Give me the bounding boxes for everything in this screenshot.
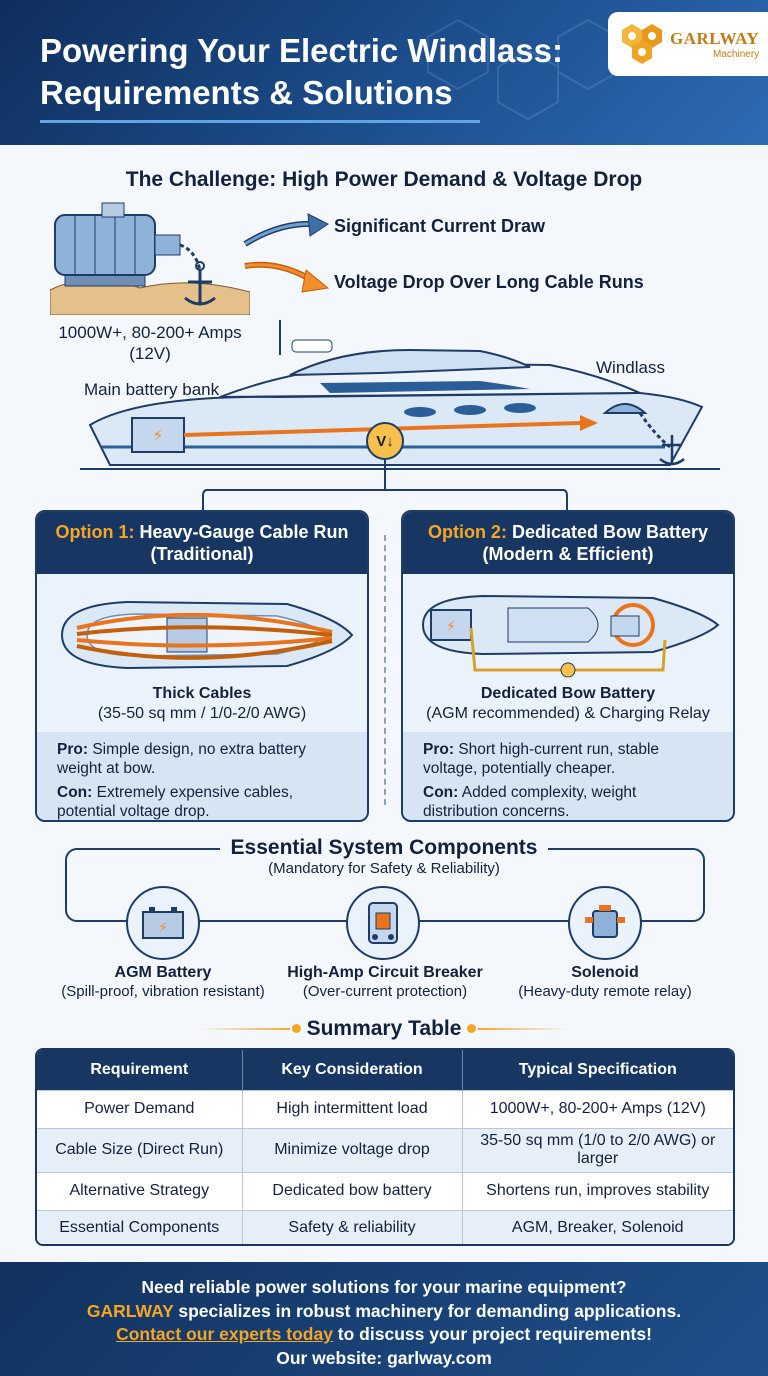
table-cell: Essential Components <box>37 1210 242 1246</box>
components-title: Essential System Components <box>230 836 538 859</box>
footer-brand: GARLWAY <box>86 1300 174 1321</box>
table-row <box>37 1128 733 1172</box>
footer-cta <box>0 1262 768 1376</box>
components-subtitle: (Mandatory for Safety & Reliability) <box>268 860 500 877</box>
option1-card <box>35 510 369 822</box>
table-cell: Safety & reliability <box>242 1210 462 1246</box>
voltage-drop-arrow-icon <box>240 258 330 298</box>
svg-text:⚡: ⚡ <box>152 426 164 445</box>
battery-label: Main battery bank <box>84 380 220 399</box>
header-banner <box>0 0 768 145</box>
table-cell: 1000W+, 80-200+ Amps (12V) <box>462 1090 733 1128</box>
footer-line3: Contact our experts today to discuss your project requirements! <box>116 1324 652 1344</box>
garlway-logo[interactable] <box>608 12 768 76</box>
svg-text:⚡: ⚡ <box>446 619 456 635</box>
table-cell: 35-50 sq mm (1/0 to 2/0 AWG) or larger <box>462 1128 733 1172</box>
logo-subtitle: Machinery <box>713 48 760 60</box>
motor-spec: 1000W+, 80-200+ Amps (12V) <box>58 323 242 363</box>
table-cell: Power Demand <box>37 1090 242 1128</box>
page-title: Powering Your Electric Windlass: Requirements & Solutions <box>40 32 563 111</box>
option2-card <box>401 510 735 822</box>
voltage-drop-badge: V↓ <box>366 422 404 460</box>
option2-caption: Dedicated Bow Battery (AGM recommended) & Charging Relay <box>426 685 710 722</box>
table-cell: Minimize voltage drop <box>242 1128 462 1172</box>
website-link[interactable]: garlway.com <box>387 1347 492 1368</box>
logo-name: GARLWAY <box>670 28 760 48</box>
component-circuit-breaker: High-Amp Circuit Breaker (Over-current protection) <box>287 964 483 1000</box>
option2-header: Option 2: Dedicated Bow Battery (Modern & Efficient) <box>403 512 733 574</box>
table-header-cell: Requirement <box>37 1050 242 1090</box>
table-cell: Alternative Strategy <box>37 1172 242 1210</box>
windlass-label: Windlass <box>596 358 665 377</box>
table-cell: Shortens run, improves stability <box>462 1172 733 1210</box>
option1-pros-cons: Pro: Simple design, no extra battery weight at bow. Con: Extremely expensive cables, potential voltage drop. <box>37 732 367 822</box>
circuit-breaker-icon <box>346 886 420 960</box>
table-cell: Cable Size (Direct Run) <box>37 1128 242 1172</box>
table-header-row <box>37 1050 733 1090</box>
title-underline <box>40 120 480 123</box>
contact-experts-link[interactable]: Contact our experts today <box>116 1324 333 1344</box>
table-cell: High intermittent load <box>242 1090 462 1128</box>
component-solenoid: Solenoid (Heavy-duty remote relay) <box>518 964 692 1000</box>
bow-battery-boat-icon <box>413 580 723 690</box>
table-cell: AGM, Breaker, Solenoid <box>462 1210 733 1246</box>
agm-battery-icon <box>126 886 200 960</box>
table-header-cell: Typical Specification <box>462 1050 733 1090</box>
svg-text:⚡: ⚡ <box>158 920 168 936</box>
option2-pros-cons: Pro: Short high-current run, stable voltage, potentially cheaper. Con: Added complexity, weight distribution concerns. <box>403 732 733 822</box>
summary-title: Summary Table <box>306 1017 462 1040</box>
current-arrow-icon <box>240 212 330 252</box>
option1-caption: Thick Cables (35-50 sq mm / 1/0-2/0 AWG) <box>97 685 307 722</box>
table-row <box>37 1090 733 1128</box>
option1-header: Option 1: Heavy-Gauge Cable Run (Traditional) <box>37 512 367 574</box>
component-agm-battery: AGM Battery (Spill-proof, vibration resistant) <box>61 964 265 1000</box>
solenoid-icon <box>568 886 642 960</box>
challenge-point-voltage: Voltage Drop Over Long Cable Runs <box>334 272 644 292</box>
footer-line1: Need reliable power solutions for your marine equipment? <box>141 1277 627 1297</box>
challenge-point-current: Significant Current Draw <box>334 216 546 236</box>
options-connector <box>195 460 575 514</box>
table-cell: Dedicated bow battery <box>242 1172 462 1210</box>
table-header-cell: Key Consideration <box>242 1050 462 1090</box>
footer-line4: Our website: garlway.com <box>276 1347 492 1368</box>
footer-line2: GARLWAY specializes in robust machinery for demanding applications. <box>86 1300 682 1321</box>
option-divider <box>384 535 386 805</box>
cable-run-boat-icon <box>47 580 357 690</box>
summary-table <box>35 1048 735 1246</box>
challenge-title: The Challenge: High Power Demand & Voltage Drop <box>125 168 643 191</box>
windlass-motor-icon <box>50 200 250 315</box>
table-row <box>37 1210 733 1246</box>
table-row <box>37 1172 733 1210</box>
hexagon-logo-icon <box>620 22 664 66</box>
